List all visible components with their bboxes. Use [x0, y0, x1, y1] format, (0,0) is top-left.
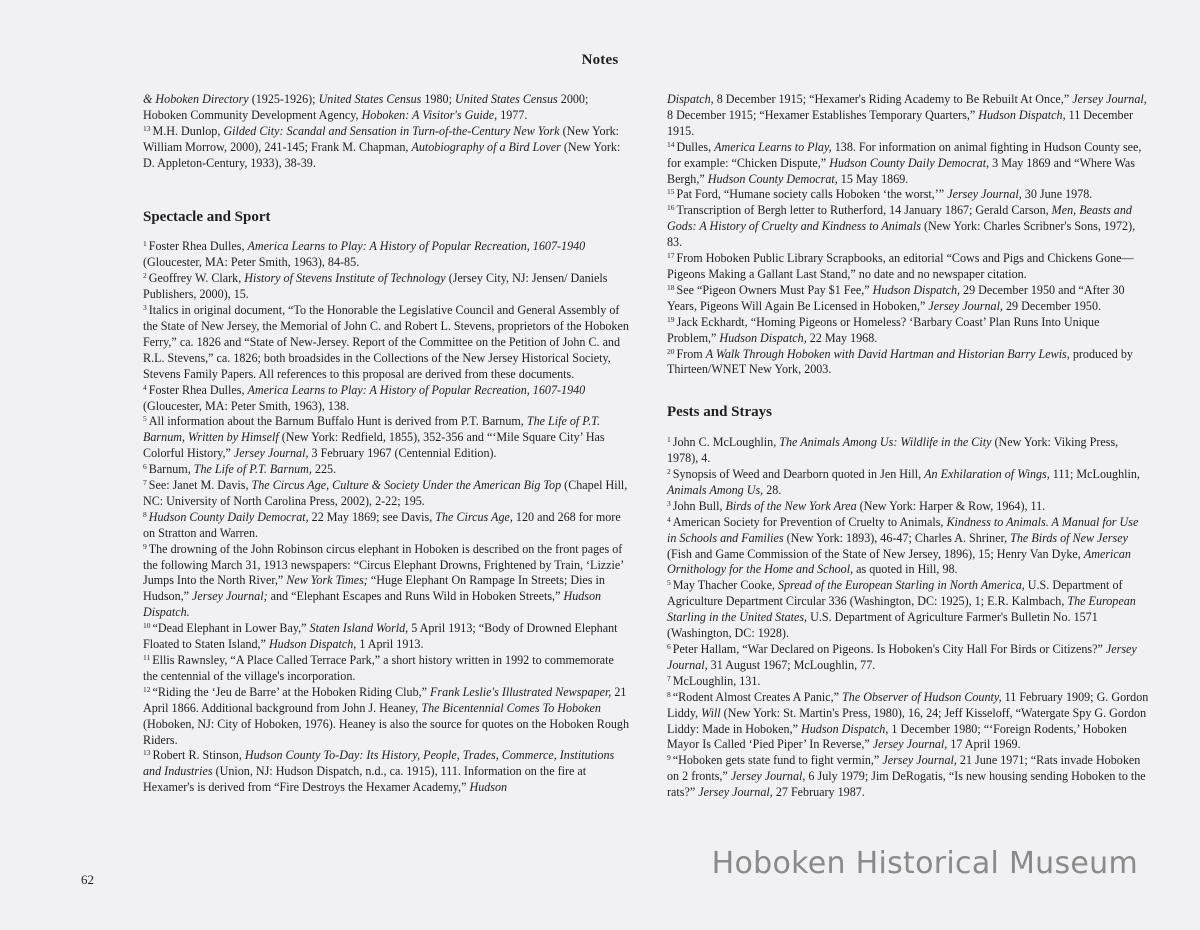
left-column — [143, 92, 631, 796]
footnote-text: American Society for Prevention of Cruelty to Animals, Kindness to Animals. A Manual for Use in Schools and Families (New York: 1893), 46-47; Charles A. Shriner, The Birds of New Jersey (Fish and Game Commission of the State of New Jersey, 1896), 15; Henry Van Dyke, American Ornithology for the Home and School, as quoted in Hill, 98. — [667, 514, 1139, 577]
footnote — [667, 674, 1150, 690]
footnote-number: 17 — [667, 251, 675, 261]
footnote-number: 4 — [143, 382, 147, 392]
footnote-text: The drowning of the John Robinson circus elephant in Hoboken is described on the front pages of the following March 31, 1913 newspapers: “Circus Elephant Drowns, Frightened by Train, ‘Lizzie’ Jumps Into the North River,” New York Times; “Huge Elephant On Rampage In Streets; Dies in Hudson,” Jersey Journal; and “Elephant Escapes and Runs Wild in Hoboken Streets,” Hudson Dispatch. — [143, 541, 624, 620]
footnote — [667, 315, 1150, 347]
footnote-text: Geoffrey W. Clark, History of Stevens Institute of Technology (Jersey City, NJ: Jensen/ Daniels Publishers, 2000), 15. — [143, 271, 608, 302]
footnote — [667, 92, 1150, 140]
footnote-number: 1 — [143, 239, 147, 249]
footnote — [143, 124, 631, 172]
footnote-number: 8 — [667, 689, 671, 699]
section-heading-pests-and-strays: Pests and Strays — [667, 404, 773, 421]
footnote-number: 6 — [667, 642, 671, 651]
footnote-number: 13 — [143, 123, 151, 133]
footnote — [143, 271, 631, 303]
footnote-number: 20 — [667, 346, 675, 356]
footnote-text: “Dead Elephant in Lower Bay,” Staten Island World, 5 April 1913; “Body of Drowned Elephant Floated to Staten Island,” Hudson Dispatch, 1 April 1913. — [143, 621, 618, 652]
footnote-text: & Hoboken Directory (1925-1926); United States Census 1980; United States Census 2000; Hoboken Community Development Agency, Hoboken: A Visitor's Guide, 1977. — [143, 92, 589, 122]
footnote-text: Italics in original document, “To the Honorable the Legislative Council and General Assembly of the State of New Jersey, the Memorial of John C. and Robert L. Stevens, proprietors of the Hoboken Ferry,” ca. 1826 and “State of New-Jersey. Report of the Committee on the Petition of John C. and R.L. Stevens,” ca. 1826; both broadsides in the Collections of the New Jersey Historical Society, Stevens Family Papers. All references to this proposal are derived from these documents. — [143, 303, 629, 381]
footnote-text: “Riding the ‘Jeu de Barre’ at the Hoboken Riding Club,” Frank Leslie's Illustrated Newspaper, 21 April 1866. Additional background from John J. Heaney, The Bicentennial Comes To Hoboken (Hoboken, NJ: City of Hoboken, 1976). Heaney is also the source for quotes on the Hoboken Rough Riders. — [143, 684, 630, 747]
footnote-number: 14 — [667, 139, 675, 149]
footnote-number: 19 — [667, 314, 675, 324]
footnote-text: John Bull, Birds of the New York Area (New York: Harper & Row, 1964), 11. — [672, 498, 1046, 513]
footnote-text: Pat Ford, “Humane society calls Hoboken ‘the worst,’” Jersey Journal, 30 June 1978. — [676, 187, 1093, 202]
footnote — [667, 753, 1150, 801]
footnote-text: Ellis Rawnsley, “A Place Called Terrace Park,” a short history written in 1992 to commemorate the centennial of the village's incorporation. — [143, 653, 614, 683]
footnote-text: From Hoboken Public Library Scrapbooks, an editorial “Cows and Pigs and Chickens Gone—Pigeons Making a Gallant Last Stand,” no date and no newspaper citation. — [667, 251, 1134, 281]
footnote-text: McLoughlin, 131. — [672, 673, 761, 688]
footnote-number: 5 — [143, 414, 147, 424]
footnote — [143, 510, 631, 542]
footnote — [667, 690, 1150, 754]
footnote — [667, 140, 1150, 188]
footnote-text: “Hoboken gets state fund to fight vermin,” Jersey Journal, 21 June 1971; “Rats invade Hoboken on 2 fronts,” Jersey Journal, 6 July 1979; Jim DeRogatis, “Is new housing sending Hoboken to the rats?” Jersey Journal, 27 February 1987. — [667, 753, 1146, 800]
footnote-text: All information about the Barnum Buffalo Hunt is derived from P.T. Barnum, The Life of P.T. Barnum, Written by Himself (New York: Redfield, 1855), 352-356 and “‘Mile Square City’ Has Colorful History,” Jersey Journal, 3 February 1967 (Centennial Edition). — [143, 414, 605, 461]
page-number: 62 — [81, 872, 94, 887]
footnote-number: 7 — [667, 673, 671, 683]
footnote — [667, 347, 1150, 379]
footnote-number: 5 — [667, 578, 671, 588]
footnote — [667, 187, 1150, 203]
footnote — [143, 383, 631, 415]
footnote-number: 3 — [667, 498, 671, 508]
footnote — [667, 642, 1150, 674]
footnote-text: See: Janet M. Davis, The Circus Age, Culture & Society Under the American Big Top (Chapel Hill, NC: University of North Carolina Press, 2002), 2-22; 195. — [143, 478, 628, 508]
footnote — [667, 578, 1150, 642]
footnote-text: Synopsis of Weed and Dearborn quoted in Jen Hill, An Exhilaration of Wings, 111; McLoughlin, Animals Among Us, 28. — [667, 467, 1140, 497]
footnote-number: 4 — [667, 514, 671, 524]
footnote — [143, 685, 631, 749]
footnote — [143, 653, 631, 685]
footnote-text: Robert R. Stinson, Hudson County To-Day: Its History, People, Trades, Commerce, Institutions and Industries (Union, NJ: Hudson Dispatch, n.d., ca. 1915), 111. Information on the fire at Hexamer's is derived from “Fire Destroys the Hexamer Academy,” Hudson — [143, 748, 615, 795]
footnote-number: 3 — [143, 303, 147, 313]
footnote — [667, 203, 1150, 251]
footnote-number: 16 — [667, 203, 675, 213]
right-column — [667, 92, 1150, 801]
footnote — [667, 251, 1150, 283]
footnote-text: Hudson County Daily Democrat, 22 May 1869; see Davis, The Circus Age, 120 and 268 for more on Stratton and Warren. — [143, 509, 621, 540]
footnote-text: Transcription of Bergh letter to Rutherford, 14 January 1867; Gerald Carson, Men, Beasts and Gods: A History of Cruelty and Kindness to Animals (New York: Charles Scribner's Sons, 1972), 83. — [667, 203, 1136, 250]
footnote-text: John C. McLoughlin, The Animals Among Us: Wildlife in the City (New York: Viking Press, 1978), 4. — [667, 435, 1119, 466]
footnote-text: Foster Rhea Dulles, America Learns to Play: A History of Popular Recreation, 1607-1940 (Gloucester, MA: Peter Smith, 1963), 84-85. — [143, 239, 586, 270]
section-notes-pests-and-strays — [667, 435, 1150, 801]
section-heading-spectacle-and-sport: Spectacle and Sport — [143, 208, 271, 225]
footnote — [143, 414, 631, 462]
footnote-number: 8 — [143, 509, 147, 519]
footnote-text: M.H. Dunlop, Gilded City: Scandal and Sensation in Turn-of-the-Century New York (New York: William Morrow, 2000), 241-145; Frank M. Chapman, Autobiography of a Bird Lover (New York: D. Appleton-Century, 1933), 38-39. — [143, 123, 621, 170]
footnote — [667, 499, 1150, 515]
footnote-text: Peter Hallam, “War Declared on Pigeons. Is Hoboken's City Hall For Birds or Citizens?” Jersey Journal, 31 August 1967; McLoughlin, 77. — [667, 642, 1137, 672]
footnote — [667, 435, 1150, 467]
footnote-text: “Rodent Almost Creates A Panic,” The Observer of Hudson County, 11 February 1909; G. Gordon Liddy, Will (New York: St. Martin's Press, 1980), 16, 24; Jeff Kisseloff, “Watergate Spy G. Gordon Liddy: Made in Hoboken,” Hudson Dispatch, 1 December 1980; “‘Foreign Rodents,’ Hoboken Mayor Is Called ‘Pied Piper’ In Reverse,” Jersey Journal, 17 April 1969. — [667, 689, 1149, 752]
carryover-notes — [143, 92, 631, 172]
footnote — [667, 467, 1150, 499]
footnote-text: Dulles, America Learns to Play, 138. For information on animal fighting in Hudson County see, for example: “Chicken Dispute,” Hudson County Daily Democrat, 3 May 1869 and “Where Was Bergh,” Hudson County Democrat, 15 May 1869. — [667, 139, 1142, 186]
footnote — [143, 621, 631, 653]
footnote-text: Foster Rhea Dulles, America Learns to Play: A History of Popular Recreation, 1607-1940 (Gloucester, MA: Peter Smith, 1963), 138. — [143, 382, 586, 413]
footnote — [143, 239, 631, 271]
footnote-number: 9 — [143, 541, 147, 551]
footnote-number: 12 — [143, 684, 151, 694]
footnote-text: Jack Eckhardt, “Homing Pigeons or Homeless? ‘Barbary Coast’ Plan Runs Into Unique Problem,” Hudson Dispatch, 22 May 1968. — [667, 314, 1100, 345]
footnote — [143, 542, 631, 622]
footnote-number: 7 — [143, 478, 147, 488]
footnote-text: See “Pigeon Owners Must Pay $1 Fee,” Hudson Dispatch, 29 December 1950 and “After 30 Years, Pigeons Will Again Be Licensed in Hoboken,” Jersey Journal, 29 December 1950. — [667, 282, 1125, 313]
footnote-number: 13 — [143, 748, 151, 758]
footnote-number: 15 — [667, 187, 675, 197]
footnote — [143, 303, 631, 383]
footnote-text: Barnum, The Life of P.T. Barnum, 225. — [148, 462, 337, 477]
section-notes-spectacle-and-sport — [143, 239, 631, 796]
footnote-number: 1 — [667, 435, 671, 445]
footnote-number: 11 — [143, 653, 151, 662]
footnote-number: 18 — [667, 282, 675, 292]
running-head: Notes — [581, 52, 619, 68]
footnote-number: 2 — [143, 271, 147, 281]
footnote — [143, 462, 631, 478]
watermark: Hoboken Historical Museum — [711, 846, 1138, 881]
footnote-text: Dispatch, 8 December 1915; “Hexamer's Riding Academy to Be Rebuilt At Once,” Jersey Journal, 8 December 1915; “Hexamer Establishes Temporary Quarters,” Hudson Dispatch, 11 December 1915. — [667, 92, 1147, 138]
footnote-text: May Thacher Cooke, Spread of the European Starling in North America, U.S. Department of Agriculture Department Circular 336 (Washington, DC: 1925), 1; E.R. Kalmbach, The European Starling in the United States, U.S. Department of Agriculture Farmer's Bulletin No. 1571 (Washington, DC: 1928). — [667, 578, 1136, 641]
carryover-notes — [667, 92, 1150, 378]
footnote — [143, 478, 631, 510]
footnote — [667, 283, 1150, 315]
footnote-text: From A Walk Through Hoboken with David Hartman and Historian Barry Lewis, produced by Thirteen/WNET New York, 2003. — [667, 346, 1133, 377]
footnote-number: 2 — [667, 467, 671, 477]
footnote — [143, 748, 631, 796]
footnote — [143, 92, 631, 124]
footnote — [667, 515, 1150, 579]
footnote-number: 9 — [667, 753, 671, 763]
footnote-number: 6 — [143, 462, 147, 472]
footnote-number: 10 — [143, 621, 151, 631]
